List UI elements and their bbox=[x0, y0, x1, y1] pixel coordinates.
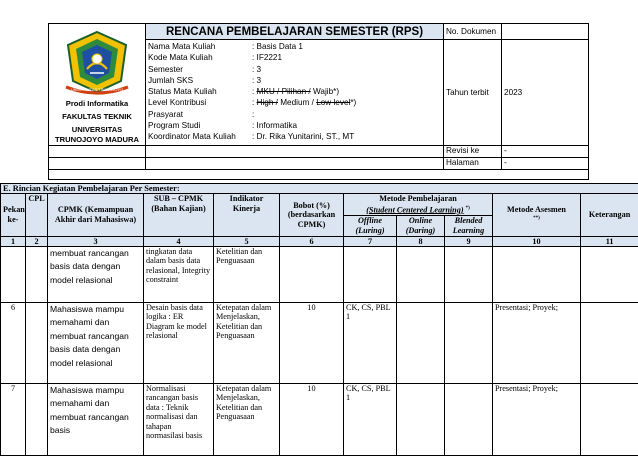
cpmk-cell: Mahasiswa mampu memahami dan membuat rancangan basis data dengan model relasional bbox=[48, 302, 144, 383]
col-metode-pembelajaran: Metode Pembelajaran (Student Centered Learning) *) bbox=[344, 194, 493, 216]
offline-cell: CK, CS, PBL 1 bbox=[344, 383, 397, 455]
online-cell bbox=[397, 246, 445, 302]
field-value: : IF2221 bbox=[252, 52, 441, 63]
field-label: Program Studi bbox=[148, 120, 252, 131]
cpmk-cell: Mahasiswa mampu memahami dan membuat rancangan basis bbox=[48, 383, 144, 455]
col-number: 5 bbox=[214, 236, 280, 246]
level-label: Level Kontribusi bbox=[148, 97, 252, 108]
no-dokumen-value bbox=[502, 24, 589, 40]
col-metode-sub: (Student Centered Learning) bbox=[366, 205, 463, 214]
learning-activity-table bbox=[0, 183, 638, 456]
tahun-label: Tahun terbit bbox=[444, 40, 502, 146]
col-number: 10 bbox=[493, 236, 581, 246]
bobot-cell: 10 bbox=[280, 302, 344, 383]
col-number: 6 bbox=[280, 236, 344, 246]
offline-cell bbox=[344, 246, 397, 302]
cpmk-cell: membuat rancangan basis data dengan model relasional bbox=[48, 246, 144, 302]
field-label: Nama Mata Kuliah bbox=[148, 41, 252, 52]
asesmen-cell: Presentasi; Proyek; bbox=[493, 302, 581, 383]
col-number: 7 bbox=[344, 236, 397, 246]
col-number: 3 bbox=[48, 236, 144, 246]
university-logo bbox=[62, 29, 132, 95]
indikator-cell: Ketepatan dalam Menjelaskan, Ketelitian dan Penguasaan bbox=[214, 302, 280, 383]
blended-cell bbox=[445, 246, 493, 302]
tahun-value: 2023 bbox=[502, 40, 589, 146]
document-title: RENCANA PEMBELAJARAN SEMESTER (RPS) bbox=[146, 24, 444, 40]
cpl-cell bbox=[26, 383, 48, 455]
col-pekan: Pekan ke- bbox=[1, 194, 26, 237]
logo-text: UNIVERSITAS TRUNOJOYO bbox=[71, 87, 124, 92]
org-universitas: UNIVERSITAS TRUNOJOYO MADURA bbox=[49, 125, 145, 145]
col-number: 8 bbox=[397, 236, 445, 246]
field-label: Kode Mata Kuliah bbox=[148, 52, 252, 63]
col-sub-cpmk: SUB – CPMK (Bahan Kajian) bbox=[144, 194, 214, 237]
blended-cell bbox=[445, 302, 493, 383]
logo-cell bbox=[49, 24, 146, 146]
field-label: Koordinator Mata Kuliah bbox=[148, 131, 252, 142]
col-asesmen-note: **) bbox=[533, 216, 540, 221]
col-number: 9 bbox=[445, 236, 493, 246]
col-number: 2 bbox=[26, 236, 48, 246]
sub-cpmk-cell: tingkatan data dalam basis data relasional, Integrity constraint bbox=[144, 246, 214, 302]
keterangan-cell bbox=[581, 383, 638, 455]
revisi-value: - bbox=[502, 146, 589, 158]
col-bobot: Bobot (%) (berdasarkan CPMK) bbox=[280, 194, 344, 237]
pekan-cell: 7 bbox=[1, 383, 26, 455]
halaman-label: Halaman bbox=[444, 158, 502, 170]
keterangan-cell bbox=[581, 246, 638, 302]
table-row bbox=[1, 246, 638, 302]
status-value: : MKU / Pilihan / Wajib*) bbox=[252, 86, 441, 97]
col-keterangan: Keterangan bbox=[581, 194, 638, 237]
revisi-label: Revisi ke bbox=[444, 146, 502, 158]
col-offline: Offline (Luring) bbox=[344, 215, 397, 236]
asesmen-cell bbox=[493, 246, 581, 302]
sub-cpmk-cell: Desain basis data logika : ER Diagram ke model relasional bbox=[144, 302, 214, 383]
section-title: E. Rincian Kegiatan Pembelajaran Per Semester: bbox=[1, 184, 638, 194]
col-asesmen: Metode Asesmen **) bbox=[493, 194, 581, 237]
field-value: : bbox=[252, 109, 441, 120]
table-row bbox=[1, 302, 638, 383]
course-info bbox=[146, 40, 444, 146]
indikator-cell: Ketelitian dan Penguasaan bbox=[214, 246, 280, 302]
col-online: Online (Daring) bbox=[397, 215, 445, 236]
field-label: Semester bbox=[148, 64, 252, 75]
table-row bbox=[1, 383, 638, 455]
online-cell bbox=[397, 383, 445, 455]
field-value: : 3 bbox=[252, 64, 441, 75]
blended-cell bbox=[445, 383, 493, 455]
org-prodi: Prodi Informatika bbox=[49, 99, 145, 109]
bobot-cell: 10 bbox=[280, 383, 344, 455]
col-number: 4 bbox=[144, 236, 214, 246]
field-value: : Dr. Rika Yunitarini, ST., MT bbox=[252, 131, 441, 142]
col-number: 1 bbox=[1, 236, 26, 246]
no-dokumen-label: No. Dokumen bbox=[444, 24, 502, 40]
col-cpl: CPL bbox=[26, 194, 48, 237]
pekan-cell bbox=[1, 246, 26, 302]
sub-cpmk-cell: Normalisasi rancangan basis data : Teknik normalisasi dan tahapan normasilasi basis bbox=[144, 383, 214, 455]
col-indikator: Indikator Kinerja bbox=[214, 194, 280, 237]
rps-header-table bbox=[48, 23, 589, 180]
offline-cell: CK, CS, PBL 1 bbox=[344, 302, 397, 383]
col-number: 11 bbox=[581, 236, 638, 246]
status-label: Status Mata Kuliah bbox=[148, 86, 252, 97]
col-blended: Blended Learning bbox=[445, 215, 493, 236]
halaman-value: - bbox=[502, 158, 589, 170]
indikator-cell: Ketepatan dalam Menjelaskan, Ketelitian dan Penguasaan bbox=[214, 383, 280, 455]
pekan-cell: 6 bbox=[1, 302, 26, 383]
field-label: Prasyarat bbox=[148, 109, 252, 120]
cpl-cell bbox=[26, 302, 48, 383]
keterangan-cell bbox=[581, 302, 638, 383]
field-label: Jumlah SKS bbox=[148, 75, 252, 86]
col-metode-note: *) bbox=[466, 206, 470, 211]
field-value: : Basis Data 1 bbox=[252, 41, 441, 52]
asesmen-cell: Presentasi; Proyek; bbox=[493, 383, 581, 455]
col-cpmk: CPMK (Kemampuan Akhir dari Mahasiswa) bbox=[48, 194, 144, 237]
bobot-cell bbox=[280, 246, 344, 302]
level-value: : High / Medium / Low level*) bbox=[252, 97, 441, 108]
org-fakultas: FAKULTAS TEKNIK bbox=[49, 112, 145, 122]
column-number-row bbox=[1, 236, 638, 246]
field-value: : Informatika bbox=[252, 120, 441, 131]
field-value: : 3 bbox=[252, 75, 441, 86]
cpl-cell bbox=[26, 246, 48, 302]
online-cell bbox=[397, 302, 445, 383]
